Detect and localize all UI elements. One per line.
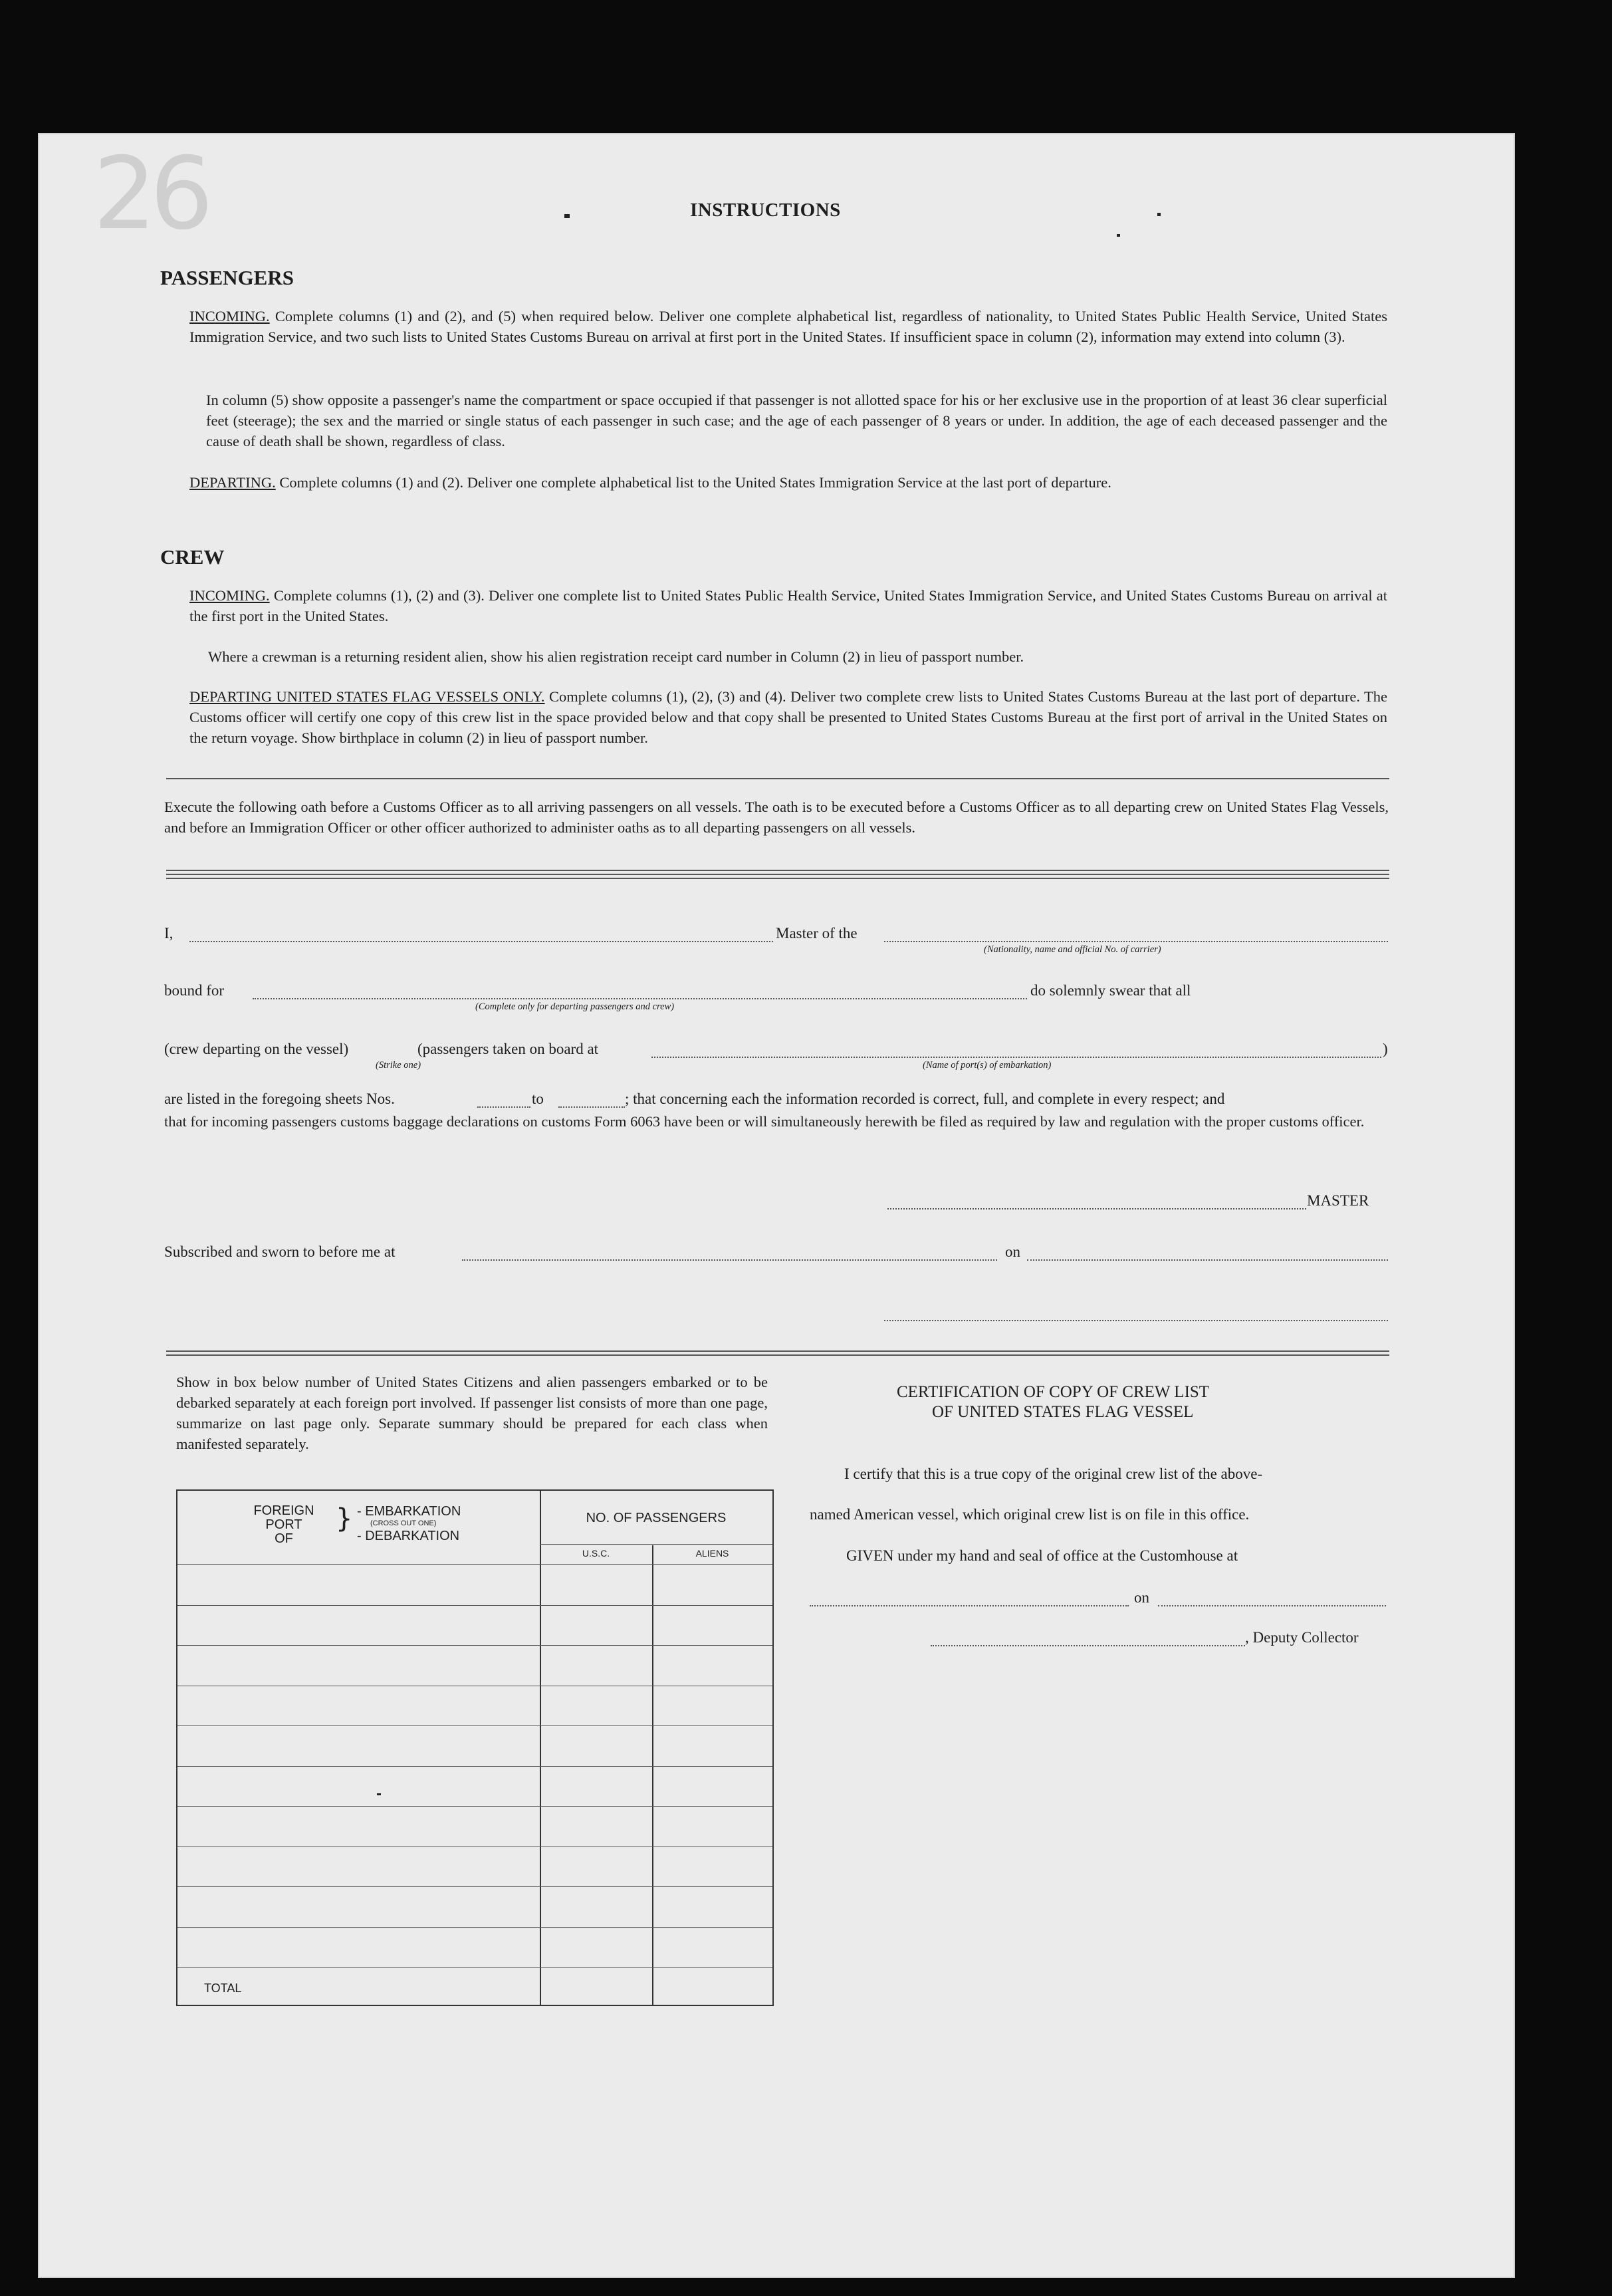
crew-departing-para	[189, 686, 1387, 748]
header-port: PORT	[265, 1517, 302, 1532]
crew-incoming-para	[189, 585, 1387, 626]
certify-line2: named American vessel, which original crew list is on file in this office.	[810, 1506, 1250, 1523]
cert-date-field[interactable]	[1158, 1605, 1386, 1606]
listed-continued: ; that concerning each the information recorded is correct, full, and complete in every respect; and	[625, 1090, 1225, 1107]
page-title: INSTRUCTIONS	[690, 199, 841, 221]
crew-departing-option[interactable]: (crew departing on the vessel)	[164, 1041, 349, 1057]
passengers-incoming-label: INCOMING.	[189, 308, 270, 324]
listed-label: are listed in the foregoing sheets Nos.	[164, 1090, 395, 1107]
table-row	[177, 1645, 772, 1646]
table-row	[177, 1725, 772, 1726]
customhouse-field[interactable]	[810, 1605, 1129, 1606]
crew-departing-label: DEPARTING UNITED STATES FLAG VESSELS ONLY.	[189, 688, 545, 705]
usc-header: U.S.C.	[582, 1548, 610, 1559]
aliens-header: ALIENS	[695, 1548, 729, 1559]
master-signature-field[interactable]	[887, 1208, 1306, 1210]
table-row	[177, 1927, 772, 1928]
table-row	[177, 1886, 772, 1887]
divider-line	[166, 1354, 1389, 1356]
certification-title-line2: OF UNITED STATES FLAG VESSEL	[932, 1403, 1194, 1421]
scan-speck	[1117, 234, 1120, 237]
table-row	[177, 1806, 772, 1807]
passenger-summary-table	[176, 1489, 774, 2006]
listed-rest: that for incoming passengers customs baggage declarations on customs Form 6063 have been or will simultaneously herewith be filed as required by law and regulation with the proper customs officer.	[164, 1113, 1365, 1130]
passengers-incoming-para	[189, 306, 1387, 347]
total-label: TOTAL	[204, 1981, 242, 1995]
passengers-departing-text: Complete columns (1) and (2). Deliver one complete alphabetical list to the United States Immigration Service at the last port of departure.	[279, 474, 1111, 491]
subscribed-label: Subscribed and sworn to before me at	[164, 1243, 396, 1260]
summary-instructions: Show in box below number of United States Citizens and alien passengers embarked or to be debarked separately at each foreign port involved. If passenger list consists of more than one page, summarize on last page only. Separate summary should be prepared for each class when manifested separately.	[176, 1374, 768, 1452]
bracket-icon: }	[336, 1503, 353, 1534]
passengers-departing-para	[189, 472, 1387, 493]
oath-intro: Execute the following oath before a Customs Officer as to all arriving passengers on all vessels. The oath is to be executed before a Customs Officer as to all departing crew on United States Flag Vessels, and before an Immigration Officer or other officer authorized to administer oaths as to all departing passengers on all vessels.	[164, 799, 1389, 836]
divider-line	[166, 1350, 1389, 1352]
divider-line	[166, 870, 1389, 871]
header-divider	[540, 1544, 772, 1545]
divider-line	[166, 778, 1389, 779]
sworn-date-field[interactable]	[1027, 1259, 1388, 1261]
header-of: OF	[275, 1531, 293, 1546]
to-label: to	[532, 1090, 544, 1107]
carrier-caption: (Nationality, name and official No. of carrier)	[984, 944, 1161, 955]
foreign-port-header	[217, 1503, 353, 1546]
ports-caption: (Name of port(s) of embarkation)	[923, 1060, 1052, 1071]
deputy-signature-field[interactable]	[931, 1645, 1245, 1646]
passengers-column5-text: In column (5) show opposite a passenger's name the compartment or space occupied if that passenger is not allotted space for his or her exclusive use in the proportion of at least 36 clear superficial feet (steerage); the sex and the married or single status of each passenger in such case; and the age of each passenger of 8 years or under. In addition, the age of each deceased passenger and the cause of death shall be shown, regardless of class.	[206, 392, 1387, 449]
column-divider	[540, 1491, 541, 2005]
officer-signature-field[interactable]	[884, 1320, 1388, 1321]
scan-speck	[1157, 213, 1161, 216]
crew-departing-text: Complete columns (1), (2), (3) and (4). Deliver two complete crew lists to United States Customs Bureau at the last port of departure. The Customs officer will certify one copy of this crew list in the space provided below and that copy shall be presented to United States Customs Bureau at the first port of arrival in the United States on the return voyage. Show birthplace in column (2) in lieu of passport number.	[189, 688, 1387, 746]
oath-i-label: I,	[164, 925, 173, 942]
close-paren: )	[1383, 1041, 1388, 1057]
sheet-to-field[interactable]	[558, 1106, 625, 1108]
carrier-field[interactable]	[884, 941, 1388, 942]
given-line: GIVEN under my hand and seal of office at the Customhouse at	[846, 1547, 1238, 1564]
cross-out-note: (CROSS OUT ONE)	[370, 1519, 437, 1527]
bound-caption: (Complete only for departing passengers and crew)	[475, 1001, 675, 1012]
sworn-on-label: on	[1005, 1243, 1020, 1260]
crew-resident-text: Where a crewman is a returning resident alien, show his alien registration receipt card number in Column (2) in lieu of passport number.	[208, 648, 1024, 665]
passengers-heading: PASSENGERS	[160, 266, 294, 289]
master-name-field[interactable]	[189, 941, 773, 942]
strike-one-caption: (Strike one)	[376, 1060, 421, 1071]
master-of-the-label: Master of the	[776, 925, 858, 942]
crew-incoming-text: Complete columns (1), (2) and (3). Deliver one complete list to United States Public Health Service, United States Immigration Service, and United States Customs Bureau on arrival at the first port in the United States.	[189, 587, 1388, 624]
page-number-stamp: 26	[93, 136, 207, 252]
divider-line	[166, 874, 1389, 875]
passengers-departing-label: DEPARTING.	[189, 474, 276, 491]
debarkation-option[interactable]: - DEBARKATION	[357, 1529, 460, 1543]
sworn-place-field[interactable]	[462, 1259, 997, 1261]
no-of-passengers-header: NO. OF PASSENGERS	[586, 1511, 727, 1525]
table-row	[177, 1605, 772, 1606]
table-row	[177, 1766, 772, 1767]
certification-title-line1: CERTIFICATION OF COPY OF CREW LIST	[897, 1383, 1210, 1401]
crew-heading: CREW	[160, 545, 225, 569]
divider-line	[166, 878, 1389, 879]
cert-on-label: on	[1134, 1589, 1149, 1606]
master-label: MASTER	[1307, 1192, 1369, 1209]
crew-incoming-label: INCOMING.	[189, 587, 270, 604]
deputy-collector-label: , Deputy Collector	[1245, 1629, 1359, 1646]
bound-for-label: bound for	[164, 982, 225, 999]
scan-speck	[564, 214, 570, 218]
embarkation-option[interactable]: - EMBARKATION	[357, 1504, 461, 1519]
column-divider	[652, 1545, 653, 2005]
swear-label: do solemnly swear that all	[1030, 982, 1191, 999]
header-foreign: FOREIGN	[253, 1503, 314, 1518]
header-bottom-rule	[177, 1564, 772, 1565]
embarkation-port-field[interactable]	[651, 1057, 1381, 1058]
table-row	[177, 1967, 772, 1968]
bound-for-field[interactable]	[253, 998, 1027, 999]
sheet-from-field[interactable]	[477, 1106, 530, 1108]
certify-line1: I certify that this is a true copy of the original crew list of the above-	[844, 1466, 1263, 1482]
passengers-incoming-text: Complete columns (1) and (2), and (5) when required below. Deliver one complete alphabetical list, regardless of nationality, to United States Public Health Service, United States Immigration Service, and two such lists to United States Customs Bureau on arrival at first port in the United States. If insufficient space in column (2), information may extend into column (3).	[189, 308, 1387, 345]
passengers-taken-option[interactable]: (passengers taken on board at	[417, 1041, 599, 1057]
